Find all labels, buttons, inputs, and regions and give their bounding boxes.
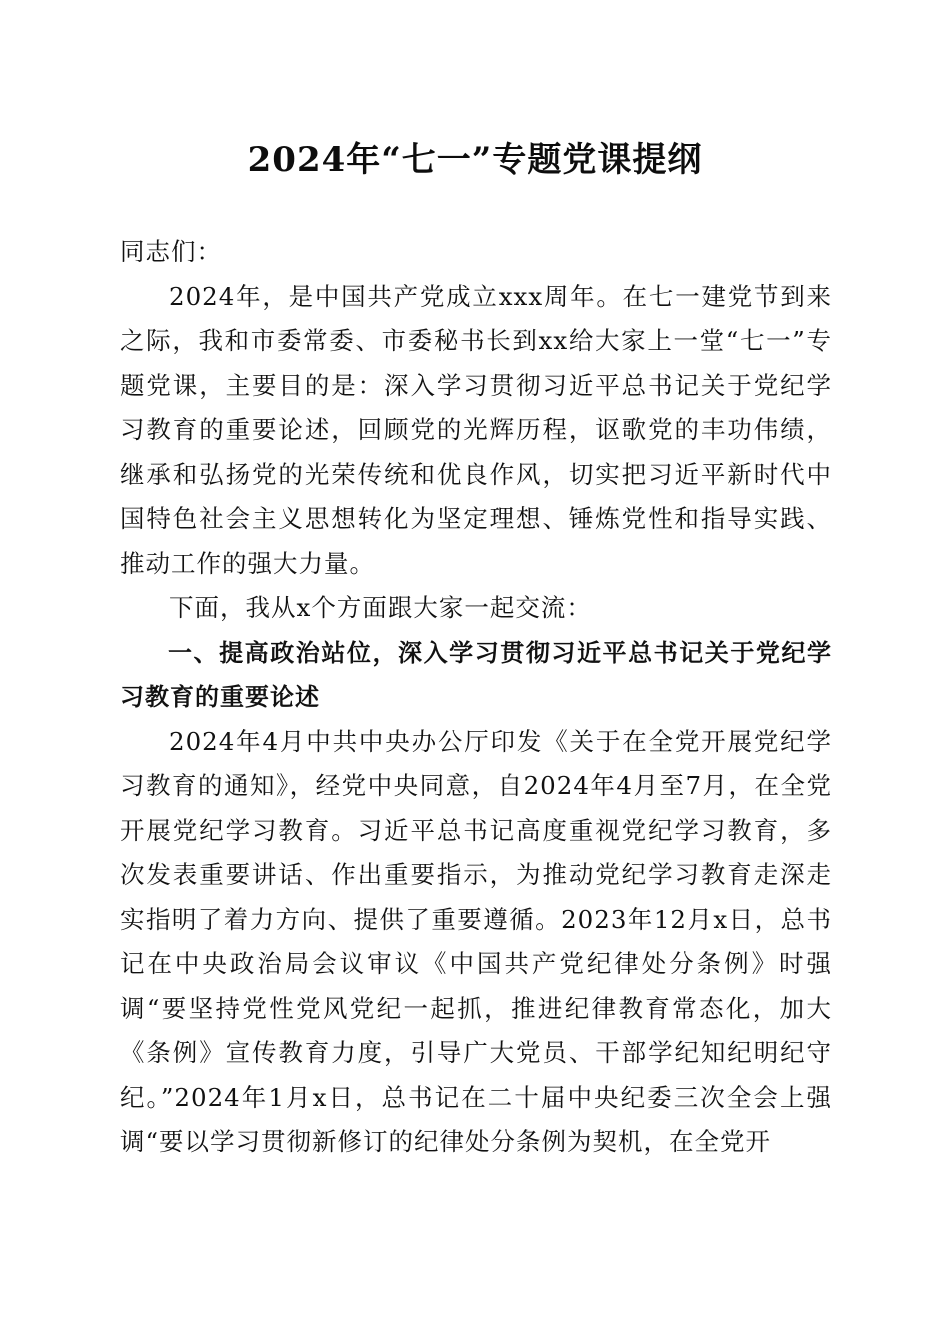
document-body <box>120 230 832 1165</box>
salutation: 同志们： <box>120 237 222 266</box>
intro-paragraph: 2024年，是中国共产党成立xxx周年。在七一建党节到来之际，我和市委常委、市委秘书长到xx给大家上一堂“七一”专题党课，主要目的是：深入学习贯彻习近平总书记关于党纪学习教育的重要论述，回顾党的光辉历程，讴歌党的丰功伟绩，继承和弘扬党的光荣传统和优良作风，切实把习近平新时代中国特色社会主义思想转化为坚定理想、锤炼党性和指导实践、推动工作的强大力量。 <box>120 281 832 578</box>
transition-paragraph: 下面，我从x个方面跟大家一起交流： <box>169 593 592 622</box>
section-heading: 一、提高政治站位，深入学习贯彻习近平总书记关于党纪学习教育的重要论述 <box>120 638 832 711</box>
document-title: 2024年“七一”专题党课提纲 <box>247 140 703 180</box>
section-body-paragraph: 2024年4月中共中央办公厅印发《关于在全党开展党纪学习教育的通知》，经党中央同意，自2024年4月至7月，在全党开展党纪学习教育。习近平总书记高度重视党纪学习教育，多次发表重要讲话、作出重要指示，为推动党纪学习教育走深走实指明了着力方向、提供了重要遵循。2023年12月x日，总书记在中央政治局会议审议《中国共产党纪律处分条例》时强调“要坚持党性党风党纪一起抓，推进纪律教育常态化，加大《条例》宣传教育力度，引导广大党员、干部学纪知纪明纪守纪。”2024年1月x日，总书记在二十届中央纪委三次全会上强调“要以学习贯彻新修订的纪律处分条例为契机，在全党开 <box>120 726 832 1156</box>
